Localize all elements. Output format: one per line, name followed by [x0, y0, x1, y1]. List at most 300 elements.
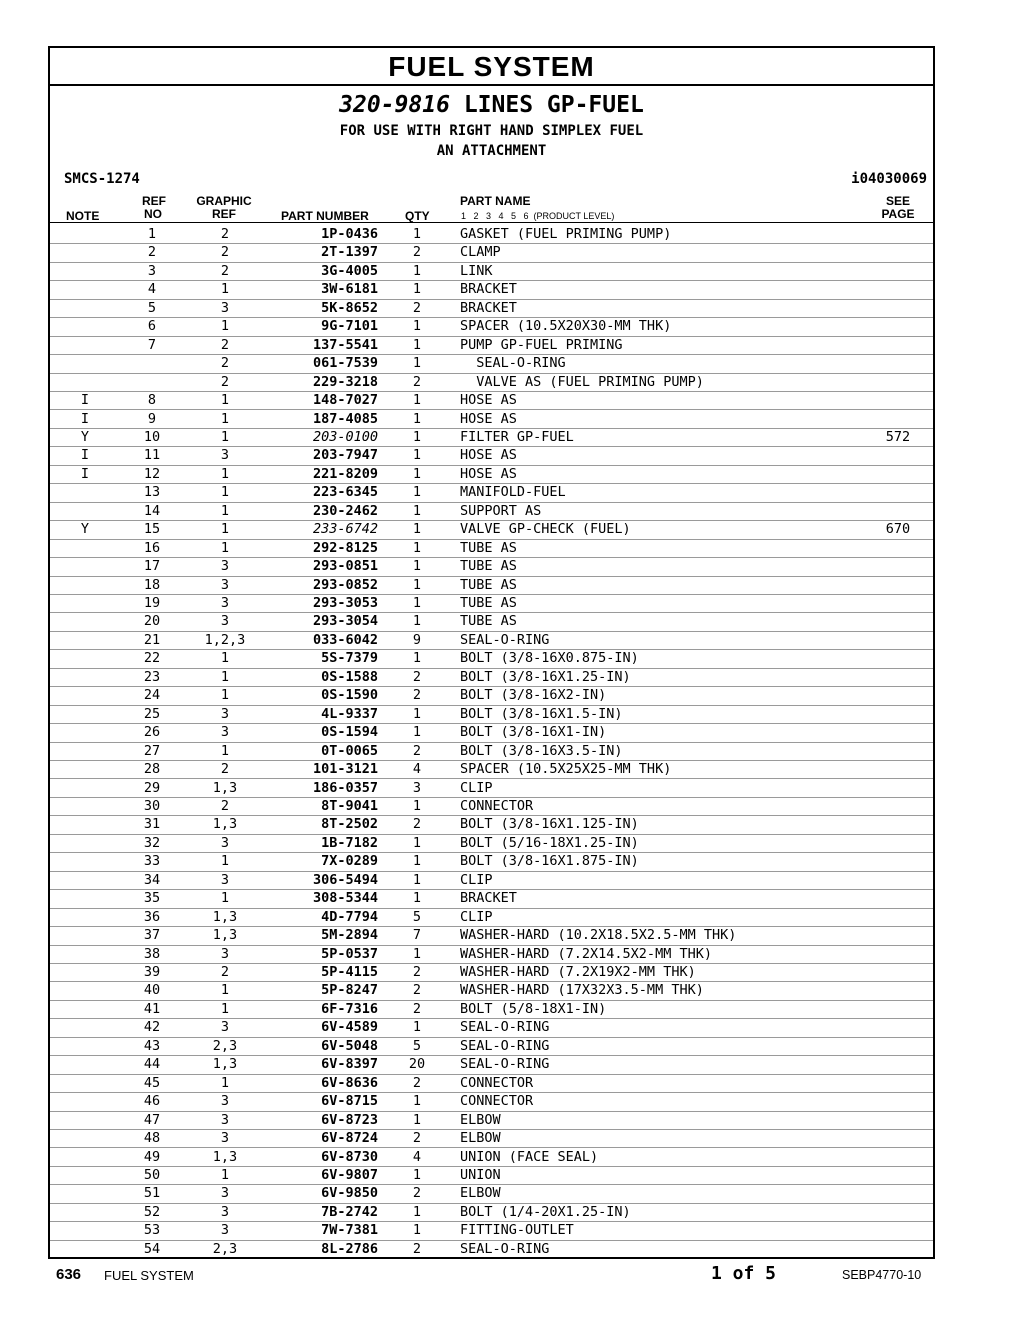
- row-part-number[interactable]: 7W-7381: [321, 1222, 378, 1239]
- row-part-number[interactable]: 306-5494: [312, 871, 378, 888]
- table-row: [50, 1184, 933, 1203]
- row-graphic-ref: 1,3: [212, 816, 238, 833]
- row-graphic-ref: 3: [220, 1093, 230, 1110]
- col-header-qty: QTY: [405, 209, 430, 223]
- row-ref-no: 35: [143, 890, 161, 907]
- row-graphic-ref: 1: [220, 521, 230, 538]
- row-graphic-ref: 1: [220, 392, 230, 409]
- row-ref-no: 37: [143, 927, 161, 944]
- row-ref-no: 6: [147, 318, 157, 335]
- row-qty: 4: [412, 761, 422, 778]
- group-title: [50, 92, 933, 118]
- table-row: [50, 446, 933, 465]
- row-part-number[interactable]: 4D-7794: [321, 908, 378, 925]
- group-header: [50, 86, 933, 194]
- row-graphic-ref: 1: [220, 1166, 230, 1183]
- row-part-name: BRACKET: [460, 281, 517, 298]
- row-part-number[interactable]: 6V-8730: [321, 1148, 378, 1165]
- row-ref-no: 54: [143, 1240, 161, 1257]
- row-part-name: HOSE AS: [460, 447, 517, 464]
- row-graphic-ref: 1: [220, 281, 230, 298]
- row-part-number[interactable]: 137-5541: [312, 336, 378, 353]
- row-ref-no: 46: [143, 1093, 161, 1110]
- row-graphic-ref: 1: [220, 539, 230, 556]
- row-graphic-ref: 1: [220, 410, 230, 427]
- row-part-name: ELBOW: [460, 1111, 501, 1128]
- row-graphic-ref: 1: [220, 318, 230, 335]
- row-part-name: BOLT (3/8-16X1.25-IN): [460, 668, 631, 685]
- row-part-number[interactable]: 1P-0436: [321, 226, 378, 242]
- row-graphic-ref: 1,2,3: [204, 631, 246, 648]
- row-graphic-ref: 3: [220, 1185, 230, 1202]
- row-part-name: FITTING-OUTLET: [460, 1222, 574, 1239]
- row-ref-no: 26: [143, 724, 161, 741]
- row-part-name: SEAL-O-RING: [460, 355, 566, 372]
- table-row: [50, 1221, 933, 1240]
- row-part-name: CONNECTOR: [460, 797, 534, 814]
- row-ref-no: 16: [143, 539, 161, 556]
- row-qty: 2: [412, 1074, 422, 1091]
- table-row: [50, 797, 933, 816]
- col-header-note: NOTE: [66, 209, 100, 223]
- row-part-number[interactable]: 293-3054: [312, 613, 378, 630]
- col-header-graphic-ref: [192, 195, 256, 221]
- footer-section: FUEL SYSTEM: [104, 1268, 194, 1283]
- row-part-number[interactable]: 5K-8652: [321, 299, 378, 316]
- row-part-name: SEAL-O-RING: [460, 1056, 550, 1073]
- row-part-name: ELBOW: [460, 1130, 501, 1147]
- row-note: Y: [80, 428, 90, 445]
- row-part-number[interactable]: 1B-7182: [321, 834, 378, 851]
- row-part-number[interactable]: 6V-8397: [321, 1056, 378, 1073]
- row-qty: 7: [412, 927, 422, 944]
- row-qty: 1: [412, 834, 422, 851]
- row-part-name: SEAL-O-RING: [460, 631, 550, 648]
- table-row: [50, 852, 933, 871]
- row-ref-no: 38: [143, 945, 161, 962]
- row-qty: 1: [412, 521, 422, 538]
- row-part-number[interactable]: 5M-2894: [321, 927, 378, 944]
- row-ref-no: 39: [143, 964, 161, 980]
- row-ref-no: 8: [147, 392, 157, 409]
- row-graphic-ref: 1: [220, 890, 230, 907]
- row-graphic-ref: 3: [220, 1019, 230, 1036]
- row-qty: 1: [412, 1166, 422, 1183]
- row-part-name: VALVE AS (FUEL PRIMING PUMP): [460, 373, 704, 390]
- row-qty: 1: [412, 558, 422, 575]
- row-graphic-ref: 1: [220, 742, 230, 759]
- row-ref-no: 20: [143, 613, 161, 630]
- row-graphic-ref: 3: [220, 613, 230, 630]
- table-row: [50, 1000, 933, 1019]
- row-part-number[interactable]: 061-7539: [312, 355, 378, 372]
- row-part-number[interactable]: 101-3121: [312, 761, 378, 778]
- row-graphic-ref: 1: [220, 853, 230, 870]
- row-ref-no: 22: [143, 650, 161, 667]
- row-graphic-ref: 3: [220, 299, 230, 316]
- row-part-name: WASHER-HARD (7.2X14.5X2-MM THK): [460, 945, 712, 962]
- row-qty: 2: [412, 1240, 422, 1257]
- row-part-name: CLIP: [460, 779, 493, 796]
- row-part-number[interactable]: 6V-9850: [321, 1185, 378, 1202]
- table-row: [50, 908, 933, 927]
- table-row: [50, 280, 933, 299]
- row-graphic-ref: 3: [220, 1222, 230, 1239]
- table-row: [50, 1166, 933, 1185]
- row-see-page[interactable]: 572: [885, 428, 911, 445]
- row-qty: 2: [412, 982, 422, 999]
- row-qty: 1: [412, 318, 422, 335]
- row-note: I: [80, 410, 90, 427]
- row-qty: 9: [412, 631, 422, 648]
- row-ref-no: 4: [147, 281, 157, 298]
- row-part-name: BOLT (3/8-16X2-IN): [460, 687, 607, 704]
- table-row: [50, 520, 933, 539]
- row-part-number[interactable]: 187-4085: [312, 410, 378, 427]
- row-ref-no: 53: [143, 1222, 161, 1239]
- row-qty: 5: [412, 1037, 422, 1054]
- row-part-number[interactable]: 6V-4589: [321, 1019, 378, 1036]
- row-qty: 1: [412, 1019, 422, 1036]
- row-graphic-ref: 3: [220, 724, 230, 741]
- row-graphic-ref: 2: [220, 761, 230, 778]
- row-ref-no: 7: [147, 336, 157, 353]
- row-ref-no: 12: [143, 465, 161, 482]
- row-graphic-ref: 1: [220, 428, 230, 445]
- row-part-number[interactable]: 2T-1397: [321, 244, 378, 261]
- row-ref-no: 30: [143, 797, 161, 814]
- row-qty: 1: [412, 428, 422, 445]
- table-row: [50, 465, 933, 484]
- row-part-name: VALVE GP-CHECK (FUEL): [460, 521, 631, 538]
- row-part-number[interactable]: 0S-1594: [321, 724, 378, 741]
- row-part-number[interactable]: 230-2462: [312, 502, 378, 519]
- row-qty: 1: [412, 1093, 422, 1110]
- table-row: [50, 779, 933, 798]
- row-graphic-ref: 3: [220, 871, 230, 888]
- row-part-number[interactable]: 233-6742: [312, 521, 378, 538]
- footer-page-of: 1 of 5: [711, 1263, 777, 1284]
- table-row: [50, 1092, 933, 1111]
- row-ref-no: 15: [143, 521, 161, 538]
- table-row: [50, 354, 933, 373]
- row-part-number[interactable]: 6V-5048: [321, 1037, 378, 1054]
- row-see-page[interactable]: 670: [885, 521, 911, 538]
- row-ref-no: 41: [143, 1000, 161, 1017]
- row-part-name: UNION: [460, 1166, 501, 1183]
- row-ref-no: 27: [143, 742, 161, 759]
- table-row: [50, 594, 933, 613]
- row-part-name: BOLT (5/16-18X1.25-IN): [460, 834, 639, 851]
- row-qty: 5: [412, 908, 422, 925]
- col-header-graphic-line2: REF: [212, 207, 236, 221]
- table-row: [50, 889, 933, 908]
- row-part-number[interactable]: 148-7027: [312, 392, 378, 409]
- row-part-number[interactable]: 293-0851: [312, 558, 378, 575]
- row-qty: 1: [412, 262, 422, 279]
- table-row: [50, 243, 933, 262]
- row-part-name: FILTER GP-FUEL: [460, 428, 574, 445]
- row-part-number[interactable]: 6V-8724: [321, 1130, 378, 1147]
- row-part-number[interactable]: 292-8125: [312, 539, 378, 556]
- row-ref-no: 23: [143, 668, 161, 685]
- row-ref-no: 29: [143, 779, 161, 796]
- row-part-number[interactable]: 308-5344: [312, 890, 378, 907]
- row-part-number[interactable]: 5S-7379: [321, 650, 378, 667]
- row-part-name: UNION (FACE SEAL): [460, 1148, 599, 1165]
- row-part-name: SPACER (10.5X25X25-MM THK): [460, 761, 672, 778]
- row-graphic-ref: 1,3: [212, 779, 238, 796]
- row-part-number[interactable]: 223-6345: [312, 484, 378, 501]
- row-graphic-ref: 2: [220, 355, 230, 372]
- table-row: [50, 336, 933, 355]
- table-row: [50, 225, 933, 244]
- row-graphic-ref: 1: [220, 687, 230, 704]
- table-row: [50, 428, 933, 447]
- row-ref-no: 11: [143, 447, 161, 464]
- row-part-name: WASHER-HARD (10.2X18.5X2.5-MM THK): [460, 927, 737, 944]
- row-qty: 1: [412, 650, 422, 667]
- row-qty: 1: [412, 1222, 422, 1239]
- row-graphic-ref: 3: [220, 1203, 230, 1220]
- row-part-name: BOLT (5/8-18X1-IN): [460, 1000, 607, 1017]
- row-part-name: CLIP: [460, 871, 493, 888]
- row-ref-no: 49: [143, 1148, 161, 1165]
- row-part-name: BRACKET: [460, 890, 517, 907]
- section-title: FUEL SYSTEM: [388, 51, 595, 82]
- row-graphic-ref: 1: [220, 982, 230, 999]
- table-row: [50, 1111, 933, 1130]
- row-graphic-ref: 3: [220, 447, 230, 464]
- row-graphic-ref: 1,3: [212, 908, 238, 925]
- row-ref-no: 17: [143, 558, 161, 575]
- table-row: [50, 317, 933, 336]
- row-ref-no: 28: [143, 761, 161, 778]
- row-part-name: PUMP GP-FUEL PRIMING: [460, 336, 623, 353]
- row-part-name: TUBE AS: [460, 539, 517, 556]
- row-qty: 1: [412, 484, 422, 501]
- row-part-number[interactable]: 203-7947: [312, 447, 378, 464]
- subtitle-line-2: AN ATTACHMENT: [436, 143, 547, 159]
- row-part-name: SEAL-O-RING: [460, 1019, 550, 1036]
- row-part-number[interactable]: 033-6042: [312, 631, 378, 648]
- row-part-name: HOSE AS: [460, 465, 517, 482]
- row-ref-no: 32: [143, 834, 161, 851]
- row-note: Y: [80, 521, 90, 538]
- footer-doc-id: SEBP4770-10: [842, 1268, 922, 1282]
- row-ref-no: 52: [143, 1203, 161, 1220]
- row-graphic-ref: 3: [220, 705, 230, 722]
- row-graphic-ref: 3: [220, 558, 230, 575]
- row-qty: 1: [412, 1111, 422, 1128]
- row-qty: 2: [412, 244, 422, 261]
- row-ref-no: 13: [143, 484, 161, 501]
- row-graphic-ref: 2,3: [212, 1240, 238, 1257]
- row-graphic-ref: 1: [220, 650, 230, 667]
- table-row: [50, 299, 933, 318]
- row-part-number[interactable]: 6V-8636: [321, 1074, 378, 1091]
- illustration-link[interactable]: i04030069: [851, 171, 927, 187]
- row-graphic-ref: 1,3: [212, 927, 238, 944]
- row-ref-no: 1: [147, 226, 157, 242]
- row-part-name: TUBE AS: [460, 595, 517, 611]
- row-part-number[interactable]: 7X-0289: [321, 853, 378, 870]
- row-part-number[interactable]: 5P-0537: [321, 945, 378, 962]
- row-qty: 2: [412, 299, 422, 316]
- table-row: [50, 391, 933, 410]
- row-part-number[interactable]: 8T-2502: [321, 816, 378, 833]
- row-ref-no: 44: [143, 1056, 161, 1073]
- row-qty: 1: [412, 502, 422, 519]
- row-part-name: BRACKET: [460, 299, 517, 316]
- row-part-name: BOLT (3/8-16X0.875-IN): [460, 650, 639, 667]
- row-graphic-ref: 1: [220, 668, 230, 685]
- table-row: [50, 815, 933, 834]
- column-headers: [50, 194, 933, 223]
- row-ref-no: 3: [147, 262, 157, 279]
- row-qty: 1: [412, 613, 422, 630]
- row-part-number[interactable]: 6V-9807: [321, 1166, 378, 1183]
- row-graphic-ref: 3: [220, 1111, 230, 1128]
- row-qty: 2: [412, 1000, 422, 1017]
- table-row: [50, 557, 933, 576]
- col-header-part-name: PART NAME: [460, 194, 531, 208]
- row-qty: 1: [412, 853, 422, 870]
- row-graphic-ref: 3: [220, 595, 230, 611]
- row-part-number[interactable]: 5P-4115: [321, 964, 378, 980]
- row-part-number[interactable]: 186-0357: [312, 779, 378, 796]
- row-part-number[interactable]: 0T-0065: [321, 742, 378, 759]
- row-ref-no: 18: [143, 576, 161, 593]
- row-part-number[interactable]: 3W-6181: [321, 281, 378, 298]
- row-note: I: [80, 392, 90, 409]
- row-qty: 1: [412, 595, 422, 611]
- row-part-number[interactable]: 9G-7101: [321, 318, 378, 335]
- row-ref-no: 10: [143, 428, 161, 445]
- col-header-see-line2: PAGE: [881, 207, 915, 221]
- row-part-name: HOSE AS: [460, 410, 517, 427]
- table-row: [50, 373, 933, 392]
- row-ref-no: 48: [143, 1130, 161, 1147]
- table-row: [50, 262, 933, 281]
- row-graphic-ref: 3: [220, 1130, 230, 1147]
- row-part-number[interactable]: 6V-8715: [321, 1093, 378, 1110]
- table-row: [50, 502, 933, 521]
- row-part-name: WASHER-HARD (7.2X19X2-MM THK): [460, 964, 696, 980]
- row-qty: 1: [412, 465, 422, 482]
- row-part-name: SUPPORT AS: [460, 502, 542, 519]
- table-row: [50, 1018, 933, 1037]
- row-ref-no: 47: [143, 1111, 161, 1128]
- row-qty: 20: [408, 1056, 426, 1073]
- table-row: [50, 1129, 933, 1148]
- table-row: [50, 612, 933, 631]
- row-part-number[interactable]: 7B-2742: [321, 1203, 378, 1220]
- row-graphic-ref: 1,3: [212, 1148, 238, 1165]
- row-qty: 1: [412, 576, 422, 593]
- row-part-number[interactable]: 293-0852: [312, 576, 378, 593]
- col-header-see-line1: SEE: [885, 194, 910, 208]
- table-row: [50, 410, 933, 429]
- table-row: [50, 945, 933, 964]
- row-qty: 1: [412, 226, 422, 242]
- row-qty: 2: [412, 964, 422, 980]
- table-row: [50, 723, 933, 742]
- parts-list-frame: [48, 46, 935, 1259]
- table-row: [50, 1037, 933, 1056]
- row-part-number[interactable]: 3G-4005: [321, 262, 378, 279]
- row-qty: 1: [412, 447, 422, 464]
- row-qty: 3: [412, 779, 422, 796]
- col-header-product-levels: 1 2 3 4 5 6 (PRODUCT LEVEL): [461, 211, 615, 221]
- row-qty: 1: [412, 539, 422, 556]
- row-qty: 1: [412, 410, 422, 427]
- row-part-name: SEAL-O-RING: [460, 1240, 550, 1257]
- row-ref-no: 2: [147, 244, 157, 261]
- row-ref-no: 33: [143, 853, 161, 870]
- row-graphic-ref: 1: [220, 465, 230, 482]
- row-part-number[interactable]: 6V-8723: [321, 1111, 378, 1128]
- row-qty: 2: [412, 1130, 422, 1147]
- row-graphic-ref: 2: [220, 373, 230, 390]
- row-part-number[interactable]: 8L-2786: [321, 1240, 378, 1257]
- row-qty: 1: [412, 705, 422, 722]
- row-part-number[interactable]: 0S-1588: [321, 668, 378, 685]
- row-qty: 2: [412, 687, 422, 704]
- col-header-see-page: [880, 195, 916, 221]
- row-ref-no: 31: [143, 816, 161, 833]
- row-part-name: CONNECTOR: [460, 1093, 534, 1110]
- row-qty: 1: [412, 392, 422, 409]
- row-graphic-ref: 3: [220, 945, 230, 962]
- row-ref-no: 14: [143, 502, 161, 519]
- row-part-number[interactable]: 0S-1590: [321, 687, 378, 704]
- table-row: [50, 539, 933, 558]
- table-row: [50, 576, 933, 595]
- row-ref-no: 19: [143, 595, 161, 611]
- row-ref-no: 34: [143, 871, 161, 888]
- row-part-number[interactable]: 221-8209: [312, 465, 378, 482]
- group-part-number[interactable]: 320-9816: [339, 92, 450, 118]
- row-part-number[interactable]: 5P-8247: [321, 982, 378, 999]
- row-part-name: BOLT (3/8-16X1-IN): [460, 724, 607, 741]
- row-graphic-ref: 1: [220, 502, 230, 519]
- row-graphic-ref: 1: [220, 1074, 230, 1091]
- row-part-name: GASKET (FUEL PRIMING PUMP): [460, 226, 672, 242]
- row-part-name: TUBE AS: [460, 576, 517, 593]
- row-part-number[interactable]: 293-3053: [312, 595, 378, 611]
- table-row: [50, 705, 933, 724]
- row-part-number[interactable]: 203-0100: [312, 428, 378, 445]
- row-note: I: [80, 447, 90, 464]
- row-qty: 1: [412, 336, 422, 353]
- row-qty: 1: [412, 1203, 422, 1220]
- table-row: [50, 1055, 933, 1074]
- table-row: [50, 834, 933, 853]
- row-part-name: BOLT (3/8-16X1.125-IN): [460, 816, 639, 833]
- row-part-name: BOLT (3/8-16X1.5-IN): [460, 705, 623, 722]
- row-graphic-ref: 1: [220, 484, 230, 501]
- row-part-number[interactable]: 8T-9041: [321, 797, 378, 814]
- row-graphic-ref: 3: [220, 576, 230, 593]
- row-part-number[interactable]: 6F-7316: [321, 1000, 378, 1017]
- row-qty: 2: [412, 816, 422, 833]
- row-part-name: SEAL-O-RING: [460, 1037, 550, 1054]
- row-part-number[interactable]: 4L-9337: [321, 705, 378, 722]
- footer-page-number: 636: [56, 1266, 82, 1283]
- col-header-graphic-line1: GRAPHIC: [196, 194, 252, 208]
- row-part-number[interactable]: 229-3218: [312, 373, 378, 390]
